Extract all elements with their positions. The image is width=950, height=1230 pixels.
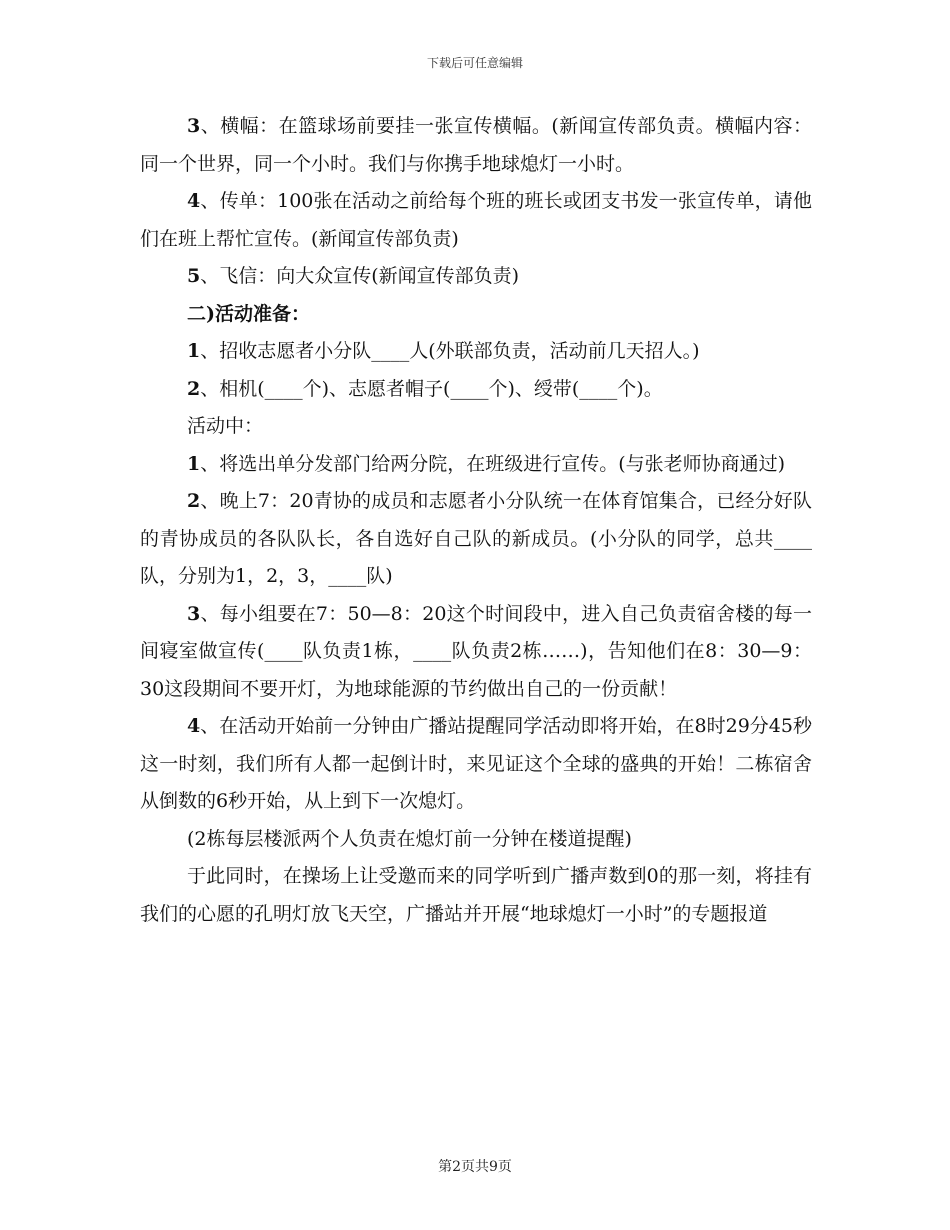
page-header: 下载后可任意编辑 — [426, 56, 523, 70]
paragraph-text: 、晚上7：20青协的成员和志愿者小分队统一在体育馆集合，已经分好队的青协成员的各队队长，各自选好自己队的新成员。(小分队的同学，总共____队，分别为1，2，3，____队) — [140, 490, 812, 587]
paragraph-text: 、在活动开始前一分钟由广播站提醒同学活动即将开始，在8时29分45秒这一时刻，我们所有人都一起倒计时，来见证这个全球的盛典的开始！二栋宿舍从倒数的6秒开始，从上到下一次熄灯。 — [140, 715, 812, 812]
item-number: 5 — [187, 265, 201, 287]
item-number: 4 — [187, 715, 201, 737]
page-footer: 第2页共9页 — [438, 1159, 512, 1175]
paragraph-text: 、每小组要在7：50—8：20这个时间段中，进入自己负责宿舍楼的每一间寝室做宣传(____队负责1栋，____队负责2栋……)，告知他们在8：30—9：30这段期间不要开灯，为地球能源的节约做出自己的一份贡献！ — [140, 602, 812, 700]
item-number: 2 — [187, 377, 201, 400]
item-number: 4 — [187, 190, 201, 212]
paragraph-text: 、招收志愿者小分队____人(外联部负责，活动前几天招人。) — [200, 340, 700, 362]
paragraph-text: 、将选出单分发部门给两分院，在班级进行宣传。(与张老师协商通过) — [200, 452, 786, 475]
item-number: 1 — [187, 340, 201, 362]
paragraph-text: 、飞信：向大众宣传(新闻宣传部负责) — [200, 265, 520, 287]
paragraph-flyer — [140, 183, 812, 258]
item-number: 3 — [187, 115, 201, 137]
paragraph-floor-reminder: (2栋每层楼派两个人负责在熄灯前一分钟在楼道提醒) — [187, 827, 632, 850]
paragraph-equipment — [140, 371, 812, 409]
paragraph-countdown — [140, 708, 812, 821]
paragraph-banner — [140, 108, 812, 183]
section-heading-preparation: 二)活动准备： — [187, 302, 310, 325]
item-number: 1 — [187, 452, 201, 475]
paragraph-text: 、传单：100张在活动之前给每个班的班长或团支书发一张宣传单，请他们在班上帮忙宣传。(新闻宣传部负责) — [140, 190, 812, 250]
section-label-during-activity: 活动中： — [187, 415, 264, 437]
paragraph-text: 、横幅：在篮球场前要挂一张宣传横幅。(新闻宣传部负责。横幅内容：同一个世界，同一个小时。我们与你携手地球熄灯一小时。 — [140, 115, 812, 175]
item-number: 2 — [187, 490, 201, 512]
paragraph-assembly — [140, 483, 812, 596]
paragraph-distribution — [140, 446, 812, 484]
paragraph-volunteers — [140, 333, 812, 371]
document-body — [140, 108, 812, 933]
paragraph-dorm-promotion — [140, 596, 812, 709]
item-number: 3 — [187, 602, 201, 625]
paragraph-sky-lantern: 于此同时，在操场上让受邀而来的同学听到广播声数到0的那一刻，将挂有我们的心愿的孔明灯放飞天空，广播站并开展“地球熄灯一小时”的专题报道 — [140, 865, 812, 925]
paragraph-text: 、相机(____个)、志愿者帽子(____个)、绶带(____个)。 — [200, 377, 663, 400]
paragraph-fetion — [140, 258, 812, 296]
